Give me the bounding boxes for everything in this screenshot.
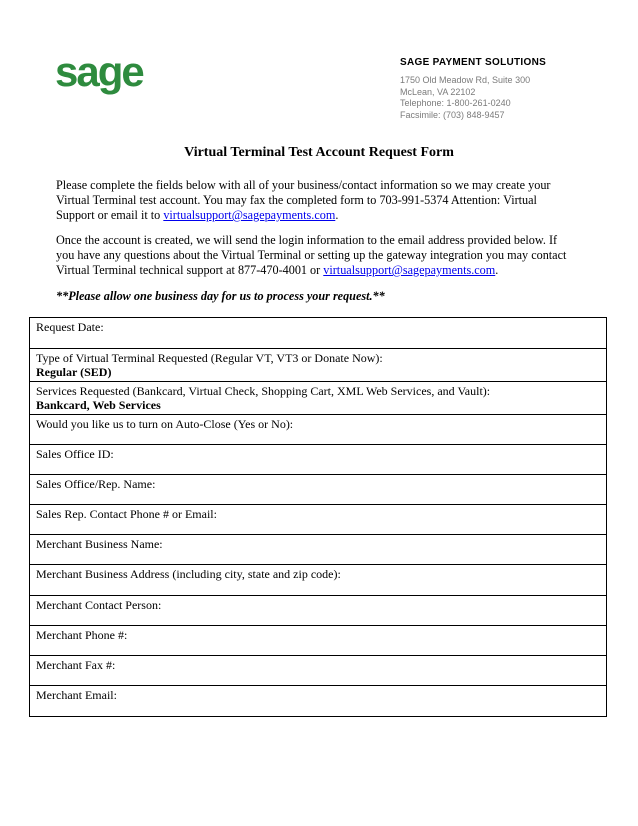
form-field-cell[interactable] bbox=[30, 475, 607, 505]
form-field-cell[interactable] bbox=[30, 415, 607, 445]
form-row bbox=[30, 535, 607, 565]
form-field-cell[interactable] bbox=[30, 626, 607, 656]
form-field-label: Type of Virtual Terminal Requested (Regular VT, VT3 or Donate Now): bbox=[36, 351, 383, 365]
form-field-cell[interactable] bbox=[30, 565, 607, 596]
intro-paragraph-2-end: . bbox=[495, 263, 499, 277]
form-field-label: Services Requested (Bankcard, Virtual Check, Shopping Cart, XML Web Services, and Vault): bbox=[36, 384, 491, 398]
form-field-value: Regular (SED) bbox=[36, 365, 112, 379]
company-address-1: 1750 Old Meadow Rd, Suite 300 bbox=[400, 75, 531, 85]
form-row bbox=[30, 505, 607, 535]
form-field-cell[interactable] bbox=[30, 686, 607, 717]
company-name: SAGE PAYMENT SOLUTIONS bbox=[400, 57, 547, 68]
form-field-label: Merchant Email: bbox=[36, 688, 117, 702]
processing-note: **Please allow one business day for us to process your request.** bbox=[56, 289, 385, 303]
form-row bbox=[30, 318, 607, 349]
intro-paragraph-2 bbox=[56, 233, 576, 278]
form-field-cell[interactable] bbox=[30, 349, 607, 382]
sage-logo bbox=[55, 52, 155, 102]
form-field-value: Bankcard, Web Services bbox=[36, 398, 161, 412]
form-field-label: Merchant Fax #: bbox=[36, 658, 116, 672]
form-field-label: Merchant Contact Person: bbox=[36, 598, 162, 612]
form-row bbox=[30, 415, 607, 445]
form-field-label: Merchant Business Address (including city, state and zip code): bbox=[36, 567, 341, 581]
form-field-label: Would you like us to turn on Auto-Close (Yes or No): bbox=[36, 417, 294, 431]
form-field-cell[interactable] bbox=[30, 505, 607, 535]
form-field-label: Request Date: bbox=[36, 320, 104, 334]
form-row bbox=[30, 656, 607, 686]
form-field-label: Sales Office/Rep. Name: bbox=[36, 477, 156, 491]
form-row bbox=[30, 565, 607, 596]
form-field-label: Merchant Business Name: bbox=[36, 537, 163, 551]
company-info bbox=[400, 57, 546, 121]
company-facsimile: Facsimile: (703) 848-9457 bbox=[400, 109, 505, 120]
company-address-2: McLean, VA 22102 bbox=[400, 86, 476, 97]
form-row bbox=[30, 596, 607, 626]
intro-paragraph-2-text: Once the account is created, we will send the login information to the email address provided below. If you have any questions about the Virtual Terminal or setting up the gateway integration you may contact Virtual Terminal technical support at 877-470-4001 or bbox=[56, 233, 567, 277]
form-field-cell[interactable] bbox=[30, 535, 607, 565]
form-row bbox=[30, 445, 607, 475]
intro-paragraph-1-end: . bbox=[335, 208, 339, 222]
form-row bbox=[30, 686, 607, 717]
form-row bbox=[30, 382, 607, 415]
form-field-label: Merchant Phone #: bbox=[36, 628, 128, 642]
company-telephone: Telephone: 1-800-261-0240 bbox=[400, 98, 511, 108]
form-row bbox=[30, 349, 607, 382]
intro-paragraph-1-text: Please complete the fields below with all of your business/contact information so we may create your Virtual Terminal test account. You may fax the completed form to 703-991-5374 Attention: Virtual Support or email it to bbox=[56, 178, 551, 222]
form-field-cell[interactable] bbox=[30, 382, 607, 415]
intro-paragraph-1 bbox=[56, 178, 576, 223]
form-field-cell[interactable] bbox=[30, 656, 607, 686]
form-title: Virtual Terminal Test Account Request Form bbox=[184, 145, 454, 160]
support-email-link-1[interactable]: virtualsupport@sagepayments.com bbox=[163, 208, 336, 222]
form-field-cell[interactable] bbox=[30, 445, 607, 475]
request-form-table bbox=[29, 317, 607, 717]
support-email-link-2[interactable]: virtualsupport@sagepayments.com bbox=[323, 263, 496, 277]
form-row bbox=[30, 475, 607, 505]
form-field-cell[interactable] bbox=[30, 596, 607, 626]
form-field-label: Sales Office ID: bbox=[36, 447, 114, 461]
form-row bbox=[30, 626, 607, 656]
sage-logo-text: sage bbox=[55, 52, 143, 95]
form-field-label: Sales Rep. Contact Phone # or Email: bbox=[36, 507, 217, 521]
form-field-cell[interactable] bbox=[30, 318, 607, 349]
